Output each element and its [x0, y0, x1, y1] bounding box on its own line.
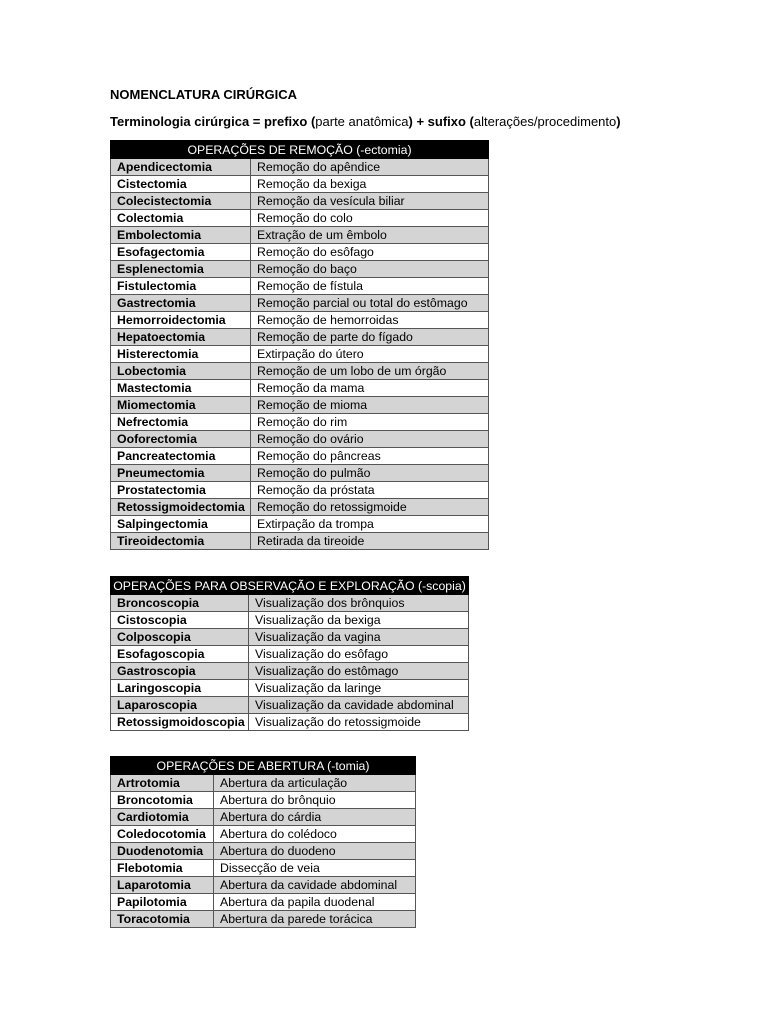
term-cell: Ooforectomia [111, 431, 251, 448]
table-row [111, 697, 469, 714]
table-row [111, 244, 489, 261]
description-cell: Visualização do esôfago [249, 646, 469, 663]
description-cell: Extirpação do útero [251, 346, 489, 363]
page-title: NOMENCLATURA CIRÚRGICA [110, 87, 298, 102]
description-cell: Dissecção de veia [214, 860, 416, 877]
description-cell: Remoção da próstata [251, 482, 489, 499]
term-cell: Mastectomia [111, 380, 251, 397]
description-cell: Remoção da vesícula biliar [251, 193, 489, 210]
table-row [111, 809, 416, 826]
description-cell: Remoção do apêndice [251, 159, 489, 176]
term-cell: Colectomia [111, 210, 251, 227]
description-cell: Abertura do cárdia [214, 809, 416, 826]
term-cell: Hepatoectomia [111, 329, 251, 346]
table-row [111, 843, 416, 860]
term-cell: Tireoidectomia [111, 533, 251, 550]
term-cell: Pneumectomia [111, 465, 251, 482]
description-cell: Abertura do duodeno [214, 843, 416, 860]
table-row [111, 663, 469, 680]
table-row [111, 911, 416, 928]
table-row [111, 533, 489, 550]
subtitle-part-2: parte anatômica [315, 114, 409, 129]
subtitle-part-1: Terminologia cirúrgica = prefixo ( [110, 114, 316, 129]
table-row [111, 329, 489, 346]
table-row [111, 346, 489, 363]
term-cell: Toracotomia [111, 911, 214, 928]
term-cell: Cistoscopia [111, 612, 249, 629]
term-cell: Flebotomia [111, 860, 214, 877]
opening-operations-table [110, 756, 416, 928]
table-row [111, 210, 489, 227]
description-cell: Abertura do colédoco [214, 826, 416, 843]
term-cell: Pancreatectomia [111, 448, 251, 465]
term-cell: Esofagoscopia [111, 646, 249, 663]
term-cell: Duodenotomia [111, 843, 214, 860]
term-cell: Colecistectomia [111, 193, 251, 210]
description-cell: Abertura do brônquio [214, 792, 416, 809]
table-row [111, 894, 416, 911]
term-cell: Broncotomia [111, 792, 214, 809]
table-row [111, 860, 416, 877]
description-cell: Remoção de hemorroidas [251, 312, 489, 329]
description-cell: Remoção de parte do fígado [251, 329, 489, 346]
table-row [111, 397, 489, 414]
description-cell: Remoção do pâncreas [251, 448, 489, 465]
term-cell: Laparotomia [111, 877, 214, 894]
table-row [111, 516, 489, 533]
table-row [111, 295, 489, 312]
table-row [111, 278, 489, 295]
table-row [111, 612, 469, 629]
term-cell: Fistulectomia [111, 278, 251, 295]
table-row [111, 176, 489, 193]
table-row [111, 414, 489, 431]
description-cell: Remoção da bexiga [251, 176, 489, 193]
term-cell: Cistectomia [111, 176, 251, 193]
subtitle [110, 114, 621, 129]
term-cell: Retossigmoidectomia [111, 499, 251, 516]
table-row [111, 482, 489, 499]
table-row [111, 646, 469, 663]
subtitle-part-4: alterações/procedimento [473, 114, 617, 129]
term-cell: Gastroscopia [111, 663, 249, 680]
description-cell: Remoção de um lobo de um órgão [251, 363, 489, 380]
description-cell: Remoção de mioma [251, 397, 489, 414]
table-header: OPERAÇÕES DE ABERTURA (-tomia) [111, 757, 416, 775]
term-cell: Retossigmoidoscopia [111, 714, 249, 731]
term-cell: Papilotomia [111, 894, 214, 911]
term-cell: Miomectomia [111, 397, 251, 414]
description-cell: Remoção da mama [251, 380, 489, 397]
term-cell: Apendicectomia [111, 159, 251, 176]
table-row [111, 380, 489, 397]
term-cell: Histerectomia [111, 346, 251, 363]
description-cell: Abertura da papila duodenal [214, 894, 416, 911]
table-row [111, 363, 489, 380]
description-cell: Visualização da vagina [249, 629, 469, 646]
term-cell: Lobectomia [111, 363, 251, 380]
table-row [111, 227, 489, 244]
table-row [111, 595, 469, 612]
description-cell: Abertura da cavidade abdominal [214, 877, 416, 894]
description-cell: Extirpação da trompa [251, 516, 489, 533]
term-cell: Artrotomia [111, 775, 214, 792]
term-cell: Coledocotomia [111, 826, 214, 843]
term-cell: Hemorroidectomia [111, 312, 251, 329]
description-cell: Visualização da bexiga [249, 612, 469, 629]
table-row [111, 312, 489, 329]
term-cell: Colposcopia [111, 629, 249, 646]
term-cell: Prostatectomia [111, 482, 251, 499]
term-cell: Laringoscopia [111, 680, 249, 697]
description-cell: Remoção parcial ou total do estômago [251, 295, 489, 312]
description-cell: Remoção do pulmão [251, 465, 489, 482]
subtitle-part-3: ) + sufixo ( [408, 114, 474, 129]
description-cell: Visualização do retossigmoide [249, 714, 469, 731]
description-cell: Abertura da parede torácica [214, 911, 416, 928]
table-row [111, 193, 489, 210]
description-cell: Extração de um êmbolo [251, 227, 489, 244]
description-cell: Remoção do ovário [251, 431, 489, 448]
description-cell: Remoção do retossigmoide [251, 499, 489, 516]
table-header: OPERAÇÕES PARA OBSERVAÇÃO E EXPLORAÇÃO (-scopia) [111, 577, 469, 595]
table-row [111, 629, 469, 646]
term-cell: Nefrectomia [111, 414, 251, 431]
description-cell: Abertura da articulação [214, 775, 416, 792]
table-row [111, 714, 469, 731]
description-cell: Visualização do estômago [249, 663, 469, 680]
table-row [111, 431, 489, 448]
subtitle-part-5: ) [616, 114, 621, 129]
term-cell: Esofagectomia [111, 244, 251, 261]
description-cell: Remoção do colo [251, 210, 489, 227]
term-cell: Cardiotomia [111, 809, 214, 826]
description-cell: Remoção do baço [251, 261, 489, 278]
table-row [111, 499, 489, 516]
table-row [111, 792, 416, 809]
table-row [111, 680, 469, 697]
term-cell: Gastrectomia [111, 295, 251, 312]
table-row [111, 826, 416, 843]
term-cell: Laparoscopia [111, 697, 249, 714]
term-cell: Embolectomia [111, 227, 251, 244]
term-cell: Esplenectomia [111, 261, 251, 278]
table-row [111, 448, 489, 465]
description-cell: Visualização da cavidade abdominal [249, 697, 469, 714]
table-row [111, 159, 489, 176]
description-cell: Remoção do esôfago [251, 244, 489, 261]
table-row [111, 465, 489, 482]
table-row [111, 877, 416, 894]
removal-operations-table [110, 140, 489, 550]
observation-operations-table [110, 576, 469, 731]
table-row [111, 261, 489, 278]
table-header: OPERAÇÕES DE REMOÇÃO (-ectomia) [111, 141, 489, 159]
description-cell: Remoção do rim [251, 414, 489, 431]
table-row [111, 775, 416, 792]
description-cell: Visualização dos brônquios [249, 595, 469, 612]
description-cell: Remoção de fístula [251, 278, 489, 295]
term-cell: Salpingectomia [111, 516, 251, 533]
description-cell: Retirada da tireoide [251, 533, 489, 550]
term-cell: Broncoscopia [111, 595, 249, 612]
description-cell: Visualização da laringe [249, 680, 469, 697]
